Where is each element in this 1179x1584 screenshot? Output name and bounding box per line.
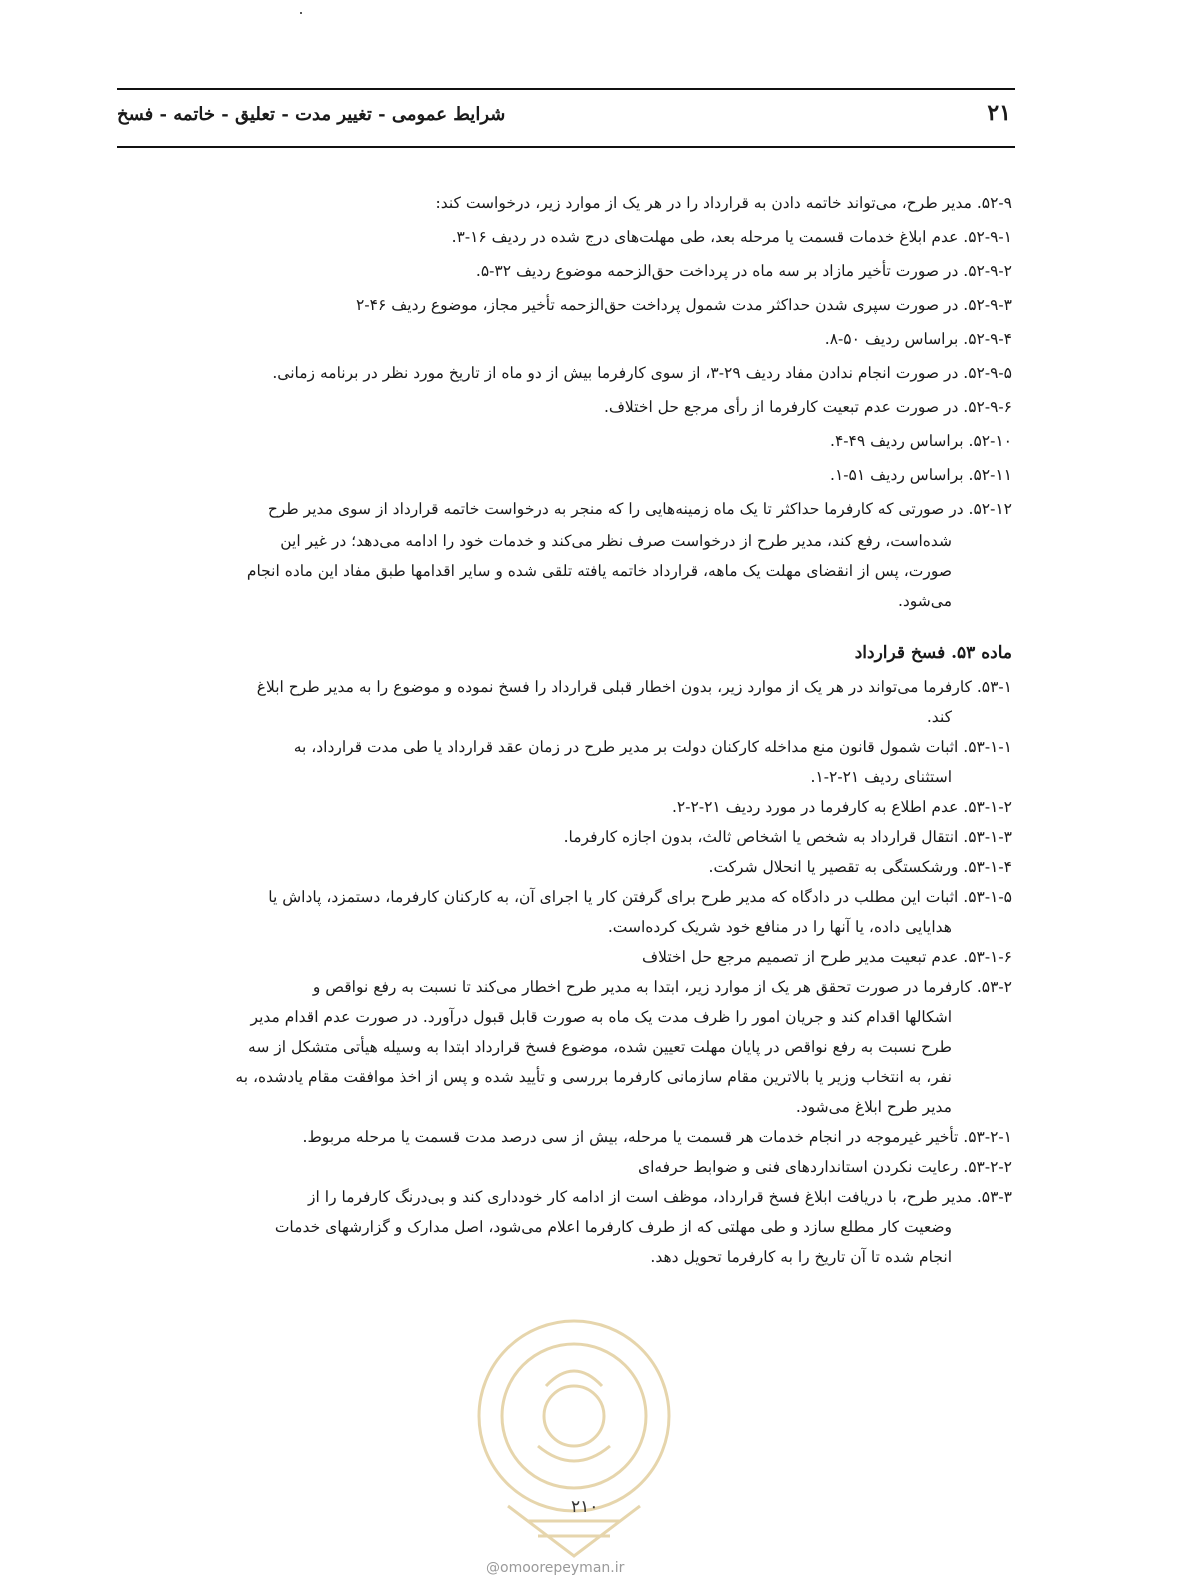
clause-53-3-line-1: ۵۳-۳. مدیر طرح، با دریافت ابلاغ فسخ قرارداد، موظف است از ادامه کار خودداری کند و بی‌درنگ کارفرما را از xyxy=(308,1188,1012,1206)
clause-53-1-4: ۵۳-۱-۴. ورشکستگی به تقصیر یا انحلال شرکت. xyxy=(708,858,1012,876)
clause-52-12 xyxy=(140,492,1012,616)
clause-52-11: ۵۲-۱۱. براساس ردیف ۵۱-۱. xyxy=(830,466,1012,484)
clause-53-2-continuation xyxy=(140,1002,1012,1122)
scan-speck xyxy=(300,12,302,14)
clause-53-2-line-2: اشکالها اقدام کند و جریان امور را ظرف مدت یک ماه به صورت قابل قبول درآورد. در صورت عدم اقدام مدیر xyxy=(250,1008,952,1026)
clause-53-1-2: ۵۳-۱-۲. عدم اطلاع به کارفرما در مورد ردیف ۲۱-۲-۲. xyxy=(671,798,1012,816)
article-53-heading: ماده ۵۳. فسخ قرارداد xyxy=(854,643,1012,663)
clause-52-9-2: ۵۲-۹-۲. در صورت تأخیر مازاد بر سه ماه در پرداخت حق‌الزحمه موضوع ردیف ۳۲-۵. xyxy=(475,262,1012,280)
clause-52-9: ۵۲-۹. مدیر طرح، می‌تواند خاتمه دادن به قرارداد را در هر یک از موارد زیر، درخواست کند: xyxy=(435,194,1012,212)
header-top-rule xyxy=(117,88,1015,90)
clause-53-2-2: ۵۳-۲-۲. رعایت نکردن استانداردهای فنی و ضوابط حرفه‌ای xyxy=(637,1158,1012,1176)
clause-53-3-continuation xyxy=(140,1212,1012,1272)
clause-52-9-5: ۵۲-۹-۵. در صورت انجام ندادن مفاد ردیف ۲۹-۳، از سوی کارفرما بیش از دو ماه از تاریخ مورد نظر در برنامه زمانی. xyxy=(272,364,1012,382)
clause-52-12-line-2: شده‌است، رفع کند، مدیر طرح از درخواست صرف نظر می‌کند و خدمات خود را ادامه می‌دهد؛ در غیر این xyxy=(280,532,952,550)
clause-53-2-line-3: طرح نسبت به رفع نواقص در پایان مهلت تعیین شده، موضوع فسخ قرارداد ابتدا به وسیله هیأتی متشکل از سه xyxy=(248,1038,952,1056)
clause-52-10: ۵۲-۱۰. براساس ردیف ۴۹-۴. xyxy=(830,432,1012,450)
clause-53-1-line-1: ۵۳-۱. کارفرما می‌تواند در هر یک از موارد زیر، بدون اخطار قبلی قرارداد را فسخ نموده و موضوع را به مدیر طرح ابلاغ xyxy=(256,678,1012,696)
clause-53-1-6: ۵۳-۱-۶. عدم تبعیت مدیر طرح از تصمیم مرجع حل اختلاف xyxy=(642,948,1012,966)
clause-53-1-1 xyxy=(140,732,1012,792)
clause-53-2-1: ۵۳-۲-۱. تأخیر غیرموجه در انجام خدمات هر قسمت یا مرحله، بیش از سی درصد مدت قسمت یا مرحله مربوط. xyxy=(302,1128,1012,1146)
clause-53-1-1-line-2: استثنای ردیف ۲۱-۲-۱. xyxy=(810,768,952,786)
clause-52-9-6: ۵۲-۹-۶. در صورت عدم تبعیت کارفرما از رأی مرجع حل اختلاف. xyxy=(603,398,1012,416)
clause-53-1-5 xyxy=(140,882,1012,942)
clause-53-3-line-2: وضعیت کار مطلع سازد و طی مهلتی که از طرف کارفرما اعلام می‌شود، اصل مدارک و گزارشهای خدمات xyxy=(274,1218,952,1236)
clause-53-2-line-5: مدیر طرح ابلاغ می‌شود. xyxy=(795,1098,952,1116)
clause-53-1-line-2: کند. xyxy=(926,708,952,726)
running-header-title: شرایط عمومی - تغییر مدت - تعلیق - خاتمه - فسخ xyxy=(117,104,506,125)
publisher-seal-watermark xyxy=(468,1306,680,1566)
clause-53-3-line-3: انجام شده تا آن تاریخ را به کارفرما تحویل دهد. xyxy=(650,1248,952,1266)
clause-52-9-4: ۵۲-۹-۴. براساس ردیف ۵۰-۸. xyxy=(824,330,1012,348)
clause-52-12-line-1: ۵۲-۱۲. در صورتی که کارفرما حداکثر تا یک ماه زمینه‌هایی را که منجر به درخواست خاتمه قرارداد از سوی مدیر طرح xyxy=(267,500,1012,518)
site-watermark: @omoorepeyman.ir xyxy=(486,1560,625,1576)
printed-page-number: ۲۱۰ xyxy=(571,1497,599,1517)
clause-53-1-5-line-1: ۵۳-۱-۵. اثبات این مطلب در دادگاه که مدیر طرح برای گرفتن کار یا اجرای آن، به کارکنان کارفرما، دستمزد، پاداش یا xyxy=(268,888,1012,906)
clause-53-3 xyxy=(140,1182,1012,1272)
document-body xyxy=(140,186,1012,1272)
clause-53-1-5-line-2: هدایایی داده، یا آنها را در منافع خود شریک کرده‌است. xyxy=(607,918,952,936)
clause-52-12-continuation xyxy=(140,526,1012,616)
clause-53-1 xyxy=(140,672,1012,732)
clause-53-1-3: ۵۳-۱-۳. انتقال قرارداد به شخص یا اشخاص ثالث، بدون اجازه کارفرما. xyxy=(563,828,1012,846)
clause-53-2-line-1: ۵۳-۲. کارفرما در صورت تحقق هر یک از موارد زیر، ابتدا به مدیر طرح اخطار می‌کند تا نسبت به رفع نواقص و xyxy=(312,978,1012,996)
running-header-page-number: ۲۱ xyxy=(987,100,1011,126)
clause-53-1-1-line-1: ۵۳-۱-۱. اثبات شمول قانون منع مداخله کارکنان دولت بر مدیر طرح در زمان عقد قرارداد یا طی مدت قرارداد، به xyxy=(293,738,1012,756)
clause-52-9-3: ۵۲-۹-۳. در صورت سپری شدن حداکثر مدت شمول پرداخت حق‌الزحمه تأخیر مجاز، موضوع ردیف ۴۶-۲ xyxy=(356,296,1012,314)
clause-53-2 xyxy=(140,972,1012,1122)
clause-52-12-line-3: صورت، پس از انقضای مهلت یک ماهه، قرارداد خاتمه یافته تلقی شده و سایر اقدامها طبق مفاد این ماده انجام xyxy=(246,562,952,580)
clause-52-12-line-4: می‌شود. xyxy=(897,592,952,610)
clause-53-2-line-4: نفر، به انتخاب وزیر یا بالاترین مقام سازمانی کارفرما بررسی و تأیید شده و پس از اخذ موافقت مقام یادشده، به xyxy=(235,1068,952,1086)
header-bottom-rule xyxy=(117,146,1015,148)
clause-52-9-1: ۵۲-۹-۱. عدم ابلاغ خدمات قسمت یا مرحله بعد، طی مهلت‌های درج شده در ردیف ۱۶-۳. xyxy=(451,228,1012,246)
